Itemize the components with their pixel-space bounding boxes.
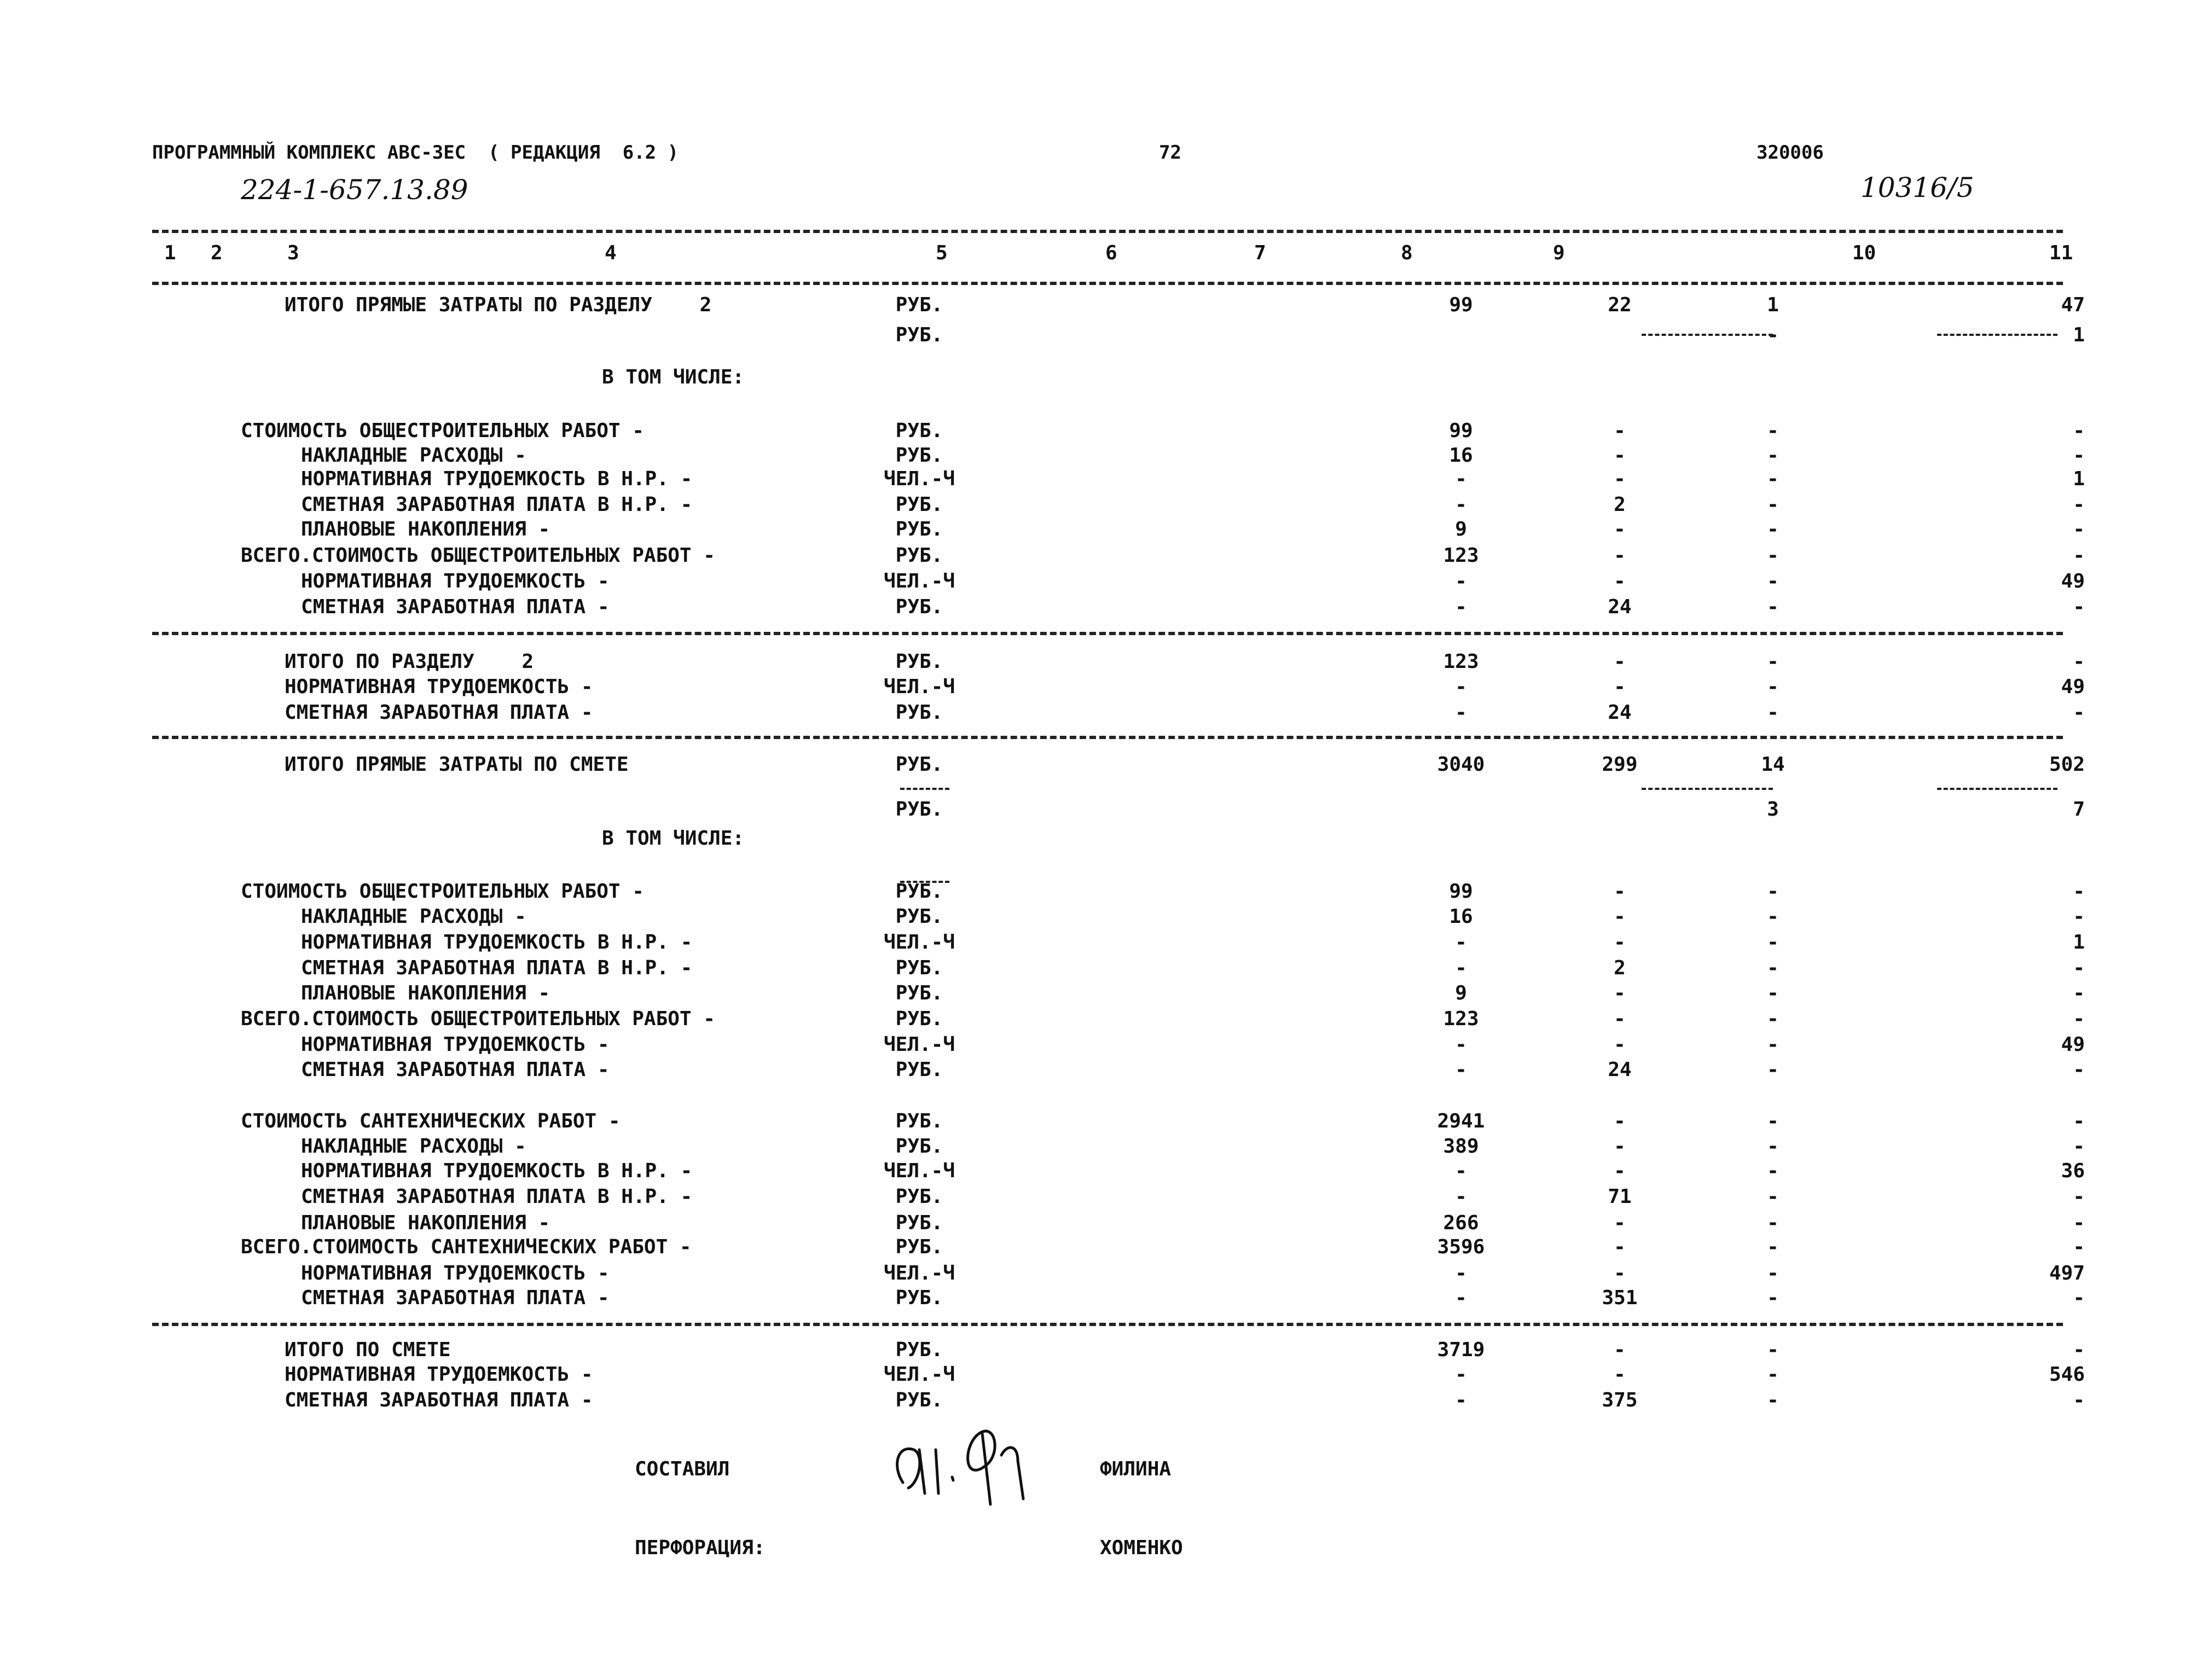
subtotal-rule [1937,334,2057,336]
table-row [0,984,2197,1009]
row-label: СМЕТНАЯ ЗАРАБОТНАЯ ПЛАТА В Н.Р. - [301,957,693,979]
col11-value: - [2073,596,2085,618]
col9-value: - [1767,957,1779,979]
table-row [0,421,2197,446]
col8-value: 24 [1608,1059,1632,1081]
table-row [0,1237,2197,1263]
unit-cell: ЧЕЛ.-Ч [883,570,955,592]
unit-cell: РУБ. [895,294,943,316]
col8-value: 375 [1602,1389,1638,1411]
row-label: НОРМАТИВНАЯ ТРУДОЕМКОСТЬ - [301,570,610,592]
row-label: СМЕТНАЯ ЗАРАБОТНАЯ ПЛАТА - [301,1059,610,1081]
row-label: НОРМАТИВНАЯ ТРУДОЕМКОСТЬ - [285,676,593,698]
table-row [0,703,2197,728]
col9-value: - [1767,570,1779,592]
table-row [0,572,2197,597]
col8-value: - [1614,1339,1626,1361]
col11-value: - [2073,1236,2085,1258]
unit-cell: РУБ. [895,1008,943,1030]
col8-value: - [1614,1262,1626,1284]
col11-value: - [2073,1135,2085,1158]
table-row [0,295,2197,321]
section-rule [152,632,2063,635]
col7-value: 16 [1449,444,1473,467]
unit-cell: ЧЕЛ.-Ч [883,1160,955,1182]
table-row [0,325,2197,351]
row-label: СМЕТНАЯ ЗАРАБОТНАЯ ПЛАТА - [301,596,610,618]
col11-value: - [2073,518,2085,540]
col9-value: - [1767,518,1779,540]
table-row [0,907,2197,932]
col9-value: - [1767,1033,1779,1056]
unit-cell: РУБ. [895,1287,943,1309]
table-row [0,1137,2197,1162]
col8-value: - [1614,1135,1626,1158]
col11-value: - [2073,1110,2085,1132]
col11-value: - [2073,957,2085,979]
table-row [0,1009,2197,1034]
col11-value: - [2073,701,2085,724]
table-row [0,882,2197,907]
col8-value: 71 [1608,1185,1632,1208]
table-row [0,829,2197,854]
column-number-10: 10 [1852,242,1876,264]
unit-cell: РУБ. [895,324,943,346]
col11-value: - [2073,650,2085,673]
row-label: НОРМАТИВНАЯ ТРУДОЕМКОСТЬ В Н.Р. - [301,931,693,954]
col7-value: - [1455,676,1467,698]
col8-value: - [1614,931,1626,954]
table-row [0,1264,2197,1289]
unit-cell: РУБ. [895,420,943,442]
col8-value: - [1614,1160,1626,1182]
row-label: ВСЕГО.СТОИМОСТЬ САНТЕХНИЧЕСКИХ РАБОТ - [241,1236,692,1258]
col8-value: - [1614,1033,1626,1056]
column-number-9: 9 [1553,242,1565,264]
column-number-11: 11 [2049,242,2073,264]
row-label: НОРМАТИВНАЯ ТРУДОЕМКОСТЬ В Н.Р. - [301,1160,693,1182]
compiled-by-label: СОСТАВИЛ [635,1458,730,1480]
col9-value: - [1767,493,1779,516]
table-row [0,1213,2197,1239]
col7-value: - [1455,1262,1467,1284]
row-label: В ТОМ ЧИСЛЕ: [602,827,745,850]
signature-image [886,1400,1051,1510]
col7-value: 2941 [1437,1110,1485,1132]
row-label: В ТОМ ЧИСЛЕ: [602,366,745,388]
col8-value: 2 [1614,493,1626,516]
col11-value: - [2073,420,2085,442]
table-row [0,1288,2197,1313]
col8-value: - [1614,1008,1626,1030]
table-row [0,1187,2197,1212]
col9-value: - [1767,1160,1779,1182]
handwritten-sheet-code: 10316/5 [1860,172,1974,204]
row-label: НАКЛАДНЫЕ РАСХОДЫ - [301,1135,526,1158]
col9-value: - [1767,1236,1779,1258]
col8-value: - [1614,444,1626,467]
row-label: СМЕТНАЯ ЗАРАБОТНАЯ ПЛАТА - [285,701,593,724]
col9-value: - [1767,1363,1779,1386]
col9-value: - [1767,596,1779,618]
unit-cell: РУБ. [895,1236,943,1258]
subtotal-rule [1937,788,2057,790]
row-label: ПЛАНОВЫЕ НАКОПЛЕНИЯ - [301,518,550,540]
col9-value: - [1767,1135,1779,1158]
col9-value: - [1767,982,1779,1004]
col9-value: - [1767,420,1779,442]
header-top-rule [152,230,2063,233]
unit-cell: РУБ. [895,798,943,821]
col7-value: 3719 [1437,1339,1485,1361]
row-label: НАКЛАДНЫЕ РАСХОДЫ - [301,444,526,467]
unit-cell: РУБ. [895,444,943,467]
col9-value: - [1767,1339,1779,1361]
col7-value: 123 [1443,650,1479,673]
table-row [0,546,2197,571]
col11-value: - [2073,1185,2085,1208]
unit-cell: РУБ. [895,1059,943,1081]
col9-value: - [1767,1287,1779,1309]
col11-value: 49 [2061,676,2085,698]
subtotal-rule [1642,788,1773,790]
unit-cell: РУБ. [895,957,943,979]
col11-value: 1 [2073,324,2085,346]
col8-value: - [1614,518,1626,540]
column-number-7: 7 [1254,242,1266,264]
col7-value: - [1455,1033,1467,1056]
col9-value: - [1767,880,1779,903]
col9-value: - [1767,931,1779,954]
unit-cell: РУБ. [895,1389,943,1411]
unit-cell: РУБ. [895,905,943,928]
col7-value: 99 [1449,294,1473,316]
col8-value: 351 [1602,1287,1638,1309]
row-label: СТОИМОСТЬ ОБЩЕСТРОИТЕЛЬНЫХ РАБОТ - [241,880,644,903]
row-label: ИТОГО ПО СМЕТЕ [285,1339,451,1361]
col9-value: 1 [1767,294,1779,316]
unit-cell: ЧЕЛ.-Ч [883,1262,955,1284]
row-label: НОРМАТИВНАЯ ТРУДОЕМКОСТЬ - [301,1033,610,1056]
col7-value: 3040 [1437,753,1485,776]
col7-value: - [1455,1389,1467,1411]
col11-value: - [2073,1059,2085,1081]
column-number-3: 3 [287,242,299,264]
unit-cell: РУБ. [895,596,943,618]
document-code: 320006 [1757,142,1824,164]
col11-value: 546 [2049,1363,2085,1386]
row-label: СТОИМОСТЬ ОБЩЕСТРОИТЕЛЬНЫХ РАБОТ - [241,420,644,442]
col11-value: - [2073,544,2085,567]
table-row [0,652,2197,677]
col8-value: 24 [1608,596,1632,618]
col11-value: - [2073,1339,2085,1361]
perforation-label: ПЕРФОРАЦИЯ: [635,1537,766,1559]
col9-value: - [1767,468,1779,490]
unit-cell: ЧЕЛ.-Ч [883,1363,955,1386]
col8-value: 299 [1602,753,1638,776]
row-label: ИТОГО ПРЯМЫЕ ЗАТРАТЫ ПО СМЕТЕ [285,753,629,776]
section-rule [152,736,2063,739]
row-label: НОРМАТИВНАЯ ТРУДОЕМКОСТЬ - [285,1363,593,1386]
table-row [0,677,2197,702]
table-row [0,1365,2197,1390]
col9-value: - [1767,1008,1779,1030]
col7-value: - [1455,570,1467,592]
compiled-by-name: ФИЛИНА [1100,1458,1172,1480]
col7-value: 16 [1449,905,1473,928]
col7-value: 123 [1443,544,1479,567]
col7-value: - [1455,1160,1467,1182]
unit-cell: РУБ. [895,753,943,776]
col7-value: 266 [1443,1212,1479,1234]
col9-value: - [1767,1389,1779,1411]
col7-value: 9 [1455,518,1467,540]
unit-cell: РУБ. [895,880,943,903]
unit-cell: РУБ. [895,544,943,567]
row-label: ПЛАНОВЫЕ НАКОПЛЕНИЯ - [301,982,550,1004]
row-label: ВСЕГО.СТОИМОСТЬ ОБЩЕСТРОИТЕЛЬНЫХ РАБОТ - [241,544,715,567]
unit-cell: РУБ. [895,1110,943,1132]
row-label: НОРМАТИВНАЯ ТРУДОЕМКОСТЬ В Н.Р. - [301,468,693,490]
col9-value: - [1767,1185,1779,1208]
col7-value: 99 [1449,880,1473,903]
row-label: СМЕТНАЯ ЗАРАБОТНАЯ ПЛАТА В Н.Р. - [301,1185,693,1208]
row-label: СМЕТНАЯ ЗАРАБОТНАЯ ПЛАТА В Н.Р. - [301,493,693,516]
col9-value: - [1767,544,1779,567]
col8-value: - [1614,1363,1626,1386]
header-bottom-rule [152,282,2063,285]
col11-value: 47 [2061,294,2085,316]
col8-value: - [1614,1236,1626,1258]
col7-value: - [1455,1059,1467,1081]
perforation-name: ХОМЕНКО [1100,1537,1183,1559]
table-row [0,1035,2197,1060]
unit-cell: ЧЕЛ.-Ч [883,676,955,698]
unit-cell: РУБ. [895,1339,943,1361]
program-header: ПРОГРАММНЫЙ КОМПЛЕКС АВС-ЗЕС ( РЕДАКЦИЯ 6.2 ) [152,142,679,164]
col7-value: - [1455,1287,1467,1309]
column-number-8: 8 [1401,242,1413,264]
col11-value: 49 [2061,570,2085,592]
row-label: СМЕТНАЯ ЗАРАБОТНАЯ ПЛАТА - [285,1389,593,1411]
col11-value: - [2073,493,2085,516]
col11-value: - [2073,1008,2085,1030]
col7-value: - [1455,468,1467,490]
table-row [0,1112,2197,1137]
unit-cell: ЧЕЛ.-Ч [883,931,955,954]
col8-value: - [1614,880,1626,903]
unit-cell: РУБ. [895,1135,943,1158]
col7-value: - [1455,957,1467,979]
column-number-6: 6 [1105,242,1117,264]
col8-value: - [1614,982,1626,1004]
section-rule [152,1323,2063,1326]
table-row [0,495,2197,520]
col7-value: 99 [1449,420,1473,442]
col11-value: 7 [2073,798,2085,821]
page-number: 72 [1159,142,1181,164]
col9-value: - [1767,650,1779,673]
col9-value: - [1767,1059,1779,1081]
col7-value: - [1455,931,1467,954]
col9-value: - [1767,701,1779,724]
subtotal-rule [900,788,949,790]
row-label: СТОИМОСТЬ САНТЕХНИЧЕСКИХ РАБОТ - [241,1110,621,1132]
unit-cell: РУБ. [895,701,943,724]
col11-value: 1 [2073,468,2085,490]
table-row [0,469,2197,495]
col9-value: - [1767,324,1779,346]
row-label: СМЕТНАЯ ЗАРАБОТНАЯ ПЛАТА - [301,1287,610,1309]
col8-value: - [1614,905,1626,928]
col8-value: - [1614,544,1626,567]
subtotal-rule [900,881,949,883]
table-row [0,933,2197,958]
col11-value: 1 [2073,931,2085,954]
col8-value: - [1614,650,1626,673]
table-row [0,755,2197,780]
table-row [0,800,2197,825]
col7-value: - [1455,701,1467,724]
column-number-1: 1 [164,242,176,264]
table-row [0,520,2197,545]
unit-cell: ЧЕЛ.-Ч [883,1033,955,1056]
unit-cell: РУБ. [895,518,943,540]
col7-value: - [1455,1363,1467,1386]
col7-value: 123 [1443,1008,1479,1030]
col11-value: - [2073,982,2085,1004]
row-label: ИТОГО ПО РАЗДЕЛУ 2 [285,650,534,673]
col9-value: - [1767,905,1779,928]
table-row [0,368,2197,393]
table-row [0,1391,2197,1416]
row-label: НОРМАТИВНАЯ ТРУДОЕМКОСТЬ - [301,1262,610,1284]
col9-value: - [1767,676,1779,698]
row-label: ПЛАНОВЫЕ НАКОПЛЕНИЯ - [301,1212,550,1234]
col7-value: - [1455,493,1467,516]
unit-cell: РУБ. [895,1185,943,1208]
unit-cell: РУБ. [895,1212,943,1234]
col8-value: - [1614,676,1626,698]
col11-value: 497 [2049,1262,2085,1284]
col11-value: 49 [2061,1033,2085,1056]
col8-value: 22 [1608,294,1632,316]
col11-value: - [2073,905,2085,928]
col11-value: - [2073,1389,2085,1411]
col7-value: - [1455,596,1467,618]
handwritten-project-code: 224-1-657.13.89 [241,174,468,206]
col7-value: 9 [1455,982,1467,1004]
unit-cell: ЧЕЛ.-Ч [883,468,955,490]
col11-value: - [2073,1212,2085,1234]
table-row [0,1161,2197,1187]
col8-value: - [1614,570,1626,592]
table-row [0,597,2197,623]
col9-value: - [1767,1212,1779,1234]
col11-value: - [2073,444,2085,467]
row-label: ВСЕГО.СТОИМОСТЬ ОБЩЕСТРОИТЕЛЬНЫХ РАБОТ - [241,1008,715,1030]
col7-value: - [1455,1185,1467,1208]
unit-cell: РУБ. [895,650,943,673]
col11-value: 36 [2061,1160,2085,1182]
col8-value: - [1614,420,1626,442]
unit-cell: РУБ. [895,982,943,1004]
subtotal-rule [1642,334,1773,336]
col8-value: - [1614,1212,1626,1234]
col8-value: 2 [1614,957,1626,979]
col11-value: 502 [2049,753,2085,776]
col9-value: - [1767,1262,1779,1284]
table-row [0,1340,2197,1365]
table-row [0,1060,2197,1085]
col8-value: - [1614,1110,1626,1132]
row-label: ИТОГО ПРЯМЫЕ ЗАТРАТЫ ПО РАЗДЕЛУ 2 [285,294,712,316]
column-number-4: 4 [605,242,617,264]
col11-value: - [2073,880,2085,903]
column-number-2: 2 [211,242,223,264]
col7-value: 3596 [1437,1236,1485,1258]
col8-value: 24 [1608,701,1632,724]
col9-value: 14 [1761,753,1785,776]
col7-value: 389 [1443,1135,1479,1158]
col9-value: - [1767,1110,1779,1132]
col9-value: 3 [1767,798,1779,821]
row-label: НАКЛАДНЫЕ РАСХОДЫ - [301,905,526,928]
col8-value: - [1614,468,1626,490]
col9-value: - [1767,444,1779,467]
col11-value: - [2073,1287,2085,1309]
table-row [0,958,2197,984]
unit-cell: РУБ. [895,493,943,516]
column-number-5: 5 [936,242,948,264]
